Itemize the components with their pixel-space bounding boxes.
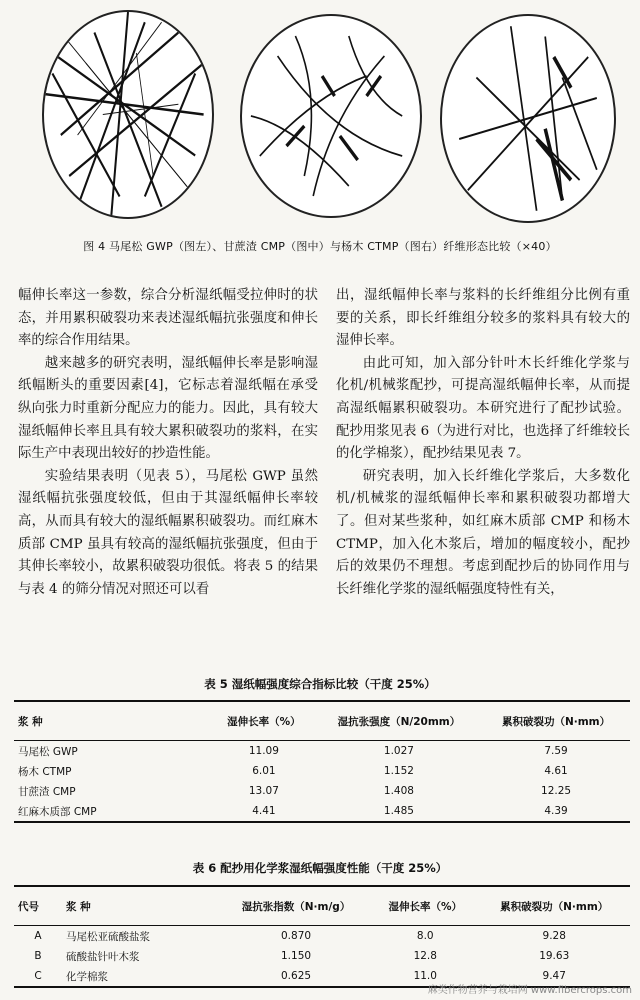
table-row: [14, 926, 630, 947]
table-cell: 马尾松亚硫酸盐浆: [66, 930, 150, 943]
table-cell: 12.25: [541, 785, 572, 797]
table-cell: 1.150: [281, 950, 312, 962]
table-row: [14, 741, 630, 762]
table-row: [14, 781, 630, 801]
table-cell: 1.485: [383, 805, 414, 817]
text-column-right: [336, 285, 630, 601]
table-header: 湿伸长率（%）: [372, 886, 478, 926]
table-cell: 红麻木质部 CMP: [18, 805, 97, 818]
micrograph-right: [440, 14, 616, 223]
table-cell: 9.47: [542, 970, 566, 982]
table-cell: 11.09: [248, 745, 279, 757]
table6-title: 表 6 配抄用化学浆湿纸幅强度性能（干度 25%）: [192, 861, 448, 875]
table-cell: 0.870: [281, 930, 312, 942]
table-header: 湿抗张指数（N·m/g）: [220, 886, 372, 926]
table-row: [14, 761, 630, 781]
table-cell: 1.152: [383, 765, 414, 777]
table-cell: B: [34, 950, 42, 962]
table6: [14, 885, 630, 988]
paragraph: 幅伸长率这一参数，综合分析湿纸幅受拉伸时的状态，并用累积破裂功来表述湿纸幅抗张强度和伸长率的综合作用结果。: [18, 288, 318, 349]
table-cell: 13.07: [248, 785, 279, 797]
paragraph: 实验结果表明（见表 5），马尾松 GWP 虽然湿纸幅抗张强度较低，但由于其湿纸幅伸长率较高，从而具有较大的湿纸幅累积破裂功。而红麻木质部 CMP 虽具有较高的湿纸幅抗张强度，但由于其伸长率较小，故累积破裂功很低。将表 5 的结果与表 4 的筛分情况对照还可以看: [18, 468, 318, 597]
table-cell: C: [34, 970, 42, 982]
table-header: 湿抗张强度（N/20mm）: [316, 701, 482, 741]
table-header: 浆 种: [62, 886, 220, 926]
micrograph-center: [240, 14, 422, 218]
figure-caption: 图 4 马尾松 GWP（图左）、甘蔗渣 CMP（图中）与杨木 CTMP（图右）纤维形态比较（×40）: [83, 240, 557, 253]
table-row: [14, 946, 630, 966]
table-cell: 硫酸盐针叶木浆: [66, 950, 140, 963]
table-cell: 甘蔗渣 CMP: [18, 785, 76, 798]
table-header: 累积破裂功（N·mm）: [478, 886, 630, 926]
table-cell: 4.41: [252, 805, 276, 817]
paragraph: 出，湿纸幅伸长率与浆料的长纤维组分比例有重要的关系，即长纤维组分较多的浆料具有较大的湿伸长率。: [336, 288, 630, 349]
table-cell: 马尾松 GWP: [18, 745, 78, 758]
table-cell: 8.0: [416, 930, 434, 942]
table-cell: 7.59: [544, 745, 568, 757]
table-cell: 1.408: [383, 785, 414, 797]
paragraph: 由此可知，加入部分针叶木长纤维化学浆与化机/机械浆配抄，可提高湿纸幅伸长率，从而提高湿纸幅累积破裂功。本研究进行了配抄试验。配抄用浆见表 6（为进行对比，也选择了纤维较长的化学棉浆），配抄结果见表 7。: [336, 355, 630, 462]
table-cell: 4.39: [544, 805, 568, 817]
table-cell: 杨木 CTMP: [18, 765, 72, 778]
table-cell: 6.01: [252, 765, 276, 777]
watermark: 麻类作物营养与栽培网 www.fibercrops.com: [427, 985, 632, 996]
table-row: [14, 801, 630, 822]
table-cell: 11.0: [413, 970, 437, 982]
table5-title: 表 5 湿纸幅强度综合指标比较（干度 25%）: [204, 677, 436, 691]
figure-4: [0, 0, 640, 235]
table5: [14, 700, 630, 823]
table-cell: 1.027: [383, 745, 414, 757]
paragraph: 越来越多的研究表明，湿纸幅伸长率是影响湿纸幅断头的重要因素[4]，它标志着湿纸幅在承受纵向张力时重新分配应力的能力。因此，具有较大湿纸幅伸长率且具有较大累积破裂功的浆料，在实际生产中表现出较好的抄造性能。: [18, 355, 318, 462]
table-header: 湿伸长率（%）: [212, 701, 316, 741]
table-cell: 0.625: [281, 970, 312, 982]
table-cell: 12.8: [413, 950, 437, 962]
table-cell: A: [34, 930, 42, 942]
table-cell: 4.61: [544, 765, 568, 777]
paragraph: 研究表明，加入长纤维化学浆后，大多数化机/机械浆的湿纸幅伸长率和累积破裂功都增大了。但对某些浆种，如红麻木质部 CMP 和杨木 CTMP，加入化木浆后，增加的幅度较小，配抄后的效果仍不理想。考虑到配抄后的协同作用与长纤维化学浆的湿纸幅强度特性有关，: [336, 468, 630, 597]
table-header: 浆 种: [14, 701, 212, 741]
table-header: 代号: [14, 886, 62, 926]
table-cell: 9.28: [542, 930, 566, 942]
micrograph-left: [42, 10, 214, 219]
text-column-left: [18, 285, 318, 601]
table-cell: 19.63: [539, 950, 570, 962]
table-header: 累积破裂功（N·mm）: [482, 701, 630, 741]
table-cell: 化学棉浆: [66, 970, 108, 983]
